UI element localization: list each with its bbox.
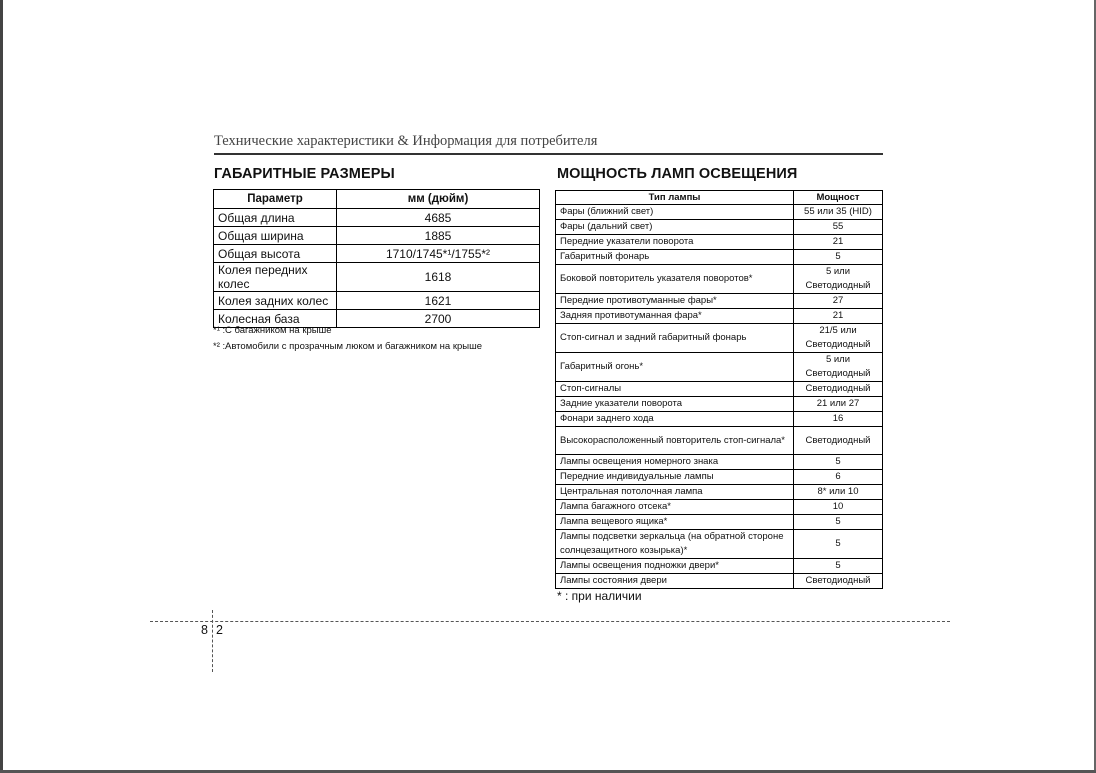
lamp-power: 21 или 27	[794, 397, 883, 412]
table-row	[556, 427, 883, 455]
lamp-type: Лампа багажного отсека*	[556, 500, 794, 515]
lamp-power: 5 или Светодиодный	[794, 353, 883, 382]
table-row	[556, 559, 883, 574]
footnote-mark: *¹ :	[213, 325, 226, 336]
lamp-type: Лампы состояния двери	[556, 574, 794, 589]
lamp-type: Стоп-сигнал и задний габаритный фонарь	[556, 324, 794, 353]
lamp-power: 5	[794, 559, 883, 574]
lamp-power: 5 или Светодиодный	[794, 265, 883, 294]
lamp-power: 8* или 10	[794, 485, 883, 500]
table-row	[214, 245, 540, 263]
row-value: 2700	[337, 310, 540, 328]
table-row	[556, 397, 883, 412]
lamp-type: Боковой повторитель указателя поворотов*	[556, 265, 794, 294]
running-header: Технические характеристики & Информация для потребителя	[214, 133, 598, 149]
lamp-type: Фары (ближний свет)	[556, 205, 794, 220]
footnote-1	[213, 324, 493, 338]
table-row	[556, 265, 883, 294]
footer-rule	[150, 621, 950, 622]
lamp-power: 21	[794, 309, 883, 324]
lamp-power: 27	[794, 294, 883, 309]
lamp-power: 6	[794, 470, 883, 485]
column-header-lamp-type: Тип лампы	[556, 191, 794, 205]
table-row	[556, 485, 883, 500]
lamp-type: Стоп-сигналы	[556, 382, 794, 397]
table-row	[556, 500, 883, 515]
lamp-power: 16	[794, 412, 883, 427]
column-header-parameter: Параметр	[214, 190, 337, 209]
lamp-type: Габаритный огонь*	[556, 353, 794, 382]
table-row	[556, 353, 883, 382]
lamp-type: Задняя противотуманная фара*	[556, 309, 794, 324]
footnote-text: С багажником на крыше	[225, 325, 332, 336]
table-row	[556, 412, 883, 427]
lamp-power: 21/5 или Светодиодный	[794, 324, 883, 353]
lamp-type: Высокорасположенный повторитель стоп-сигнала*	[556, 427, 794, 455]
table-row	[556, 220, 883, 235]
table-row	[556, 530, 883, 559]
table-row	[556, 382, 883, 397]
availability-note: * : при наличии	[557, 589, 642, 603]
page-frame-left	[0, 0, 3, 773]
table-row	[556, 309, 883, 324]
lamp-type: Передние индивидуальные лампы	[556, 470, 794, 485]
table-row	[556, 515, 883, 530]
lamp-power: 5	[794, 530, 883, 559]
table-row	[556, 235, 883, 250]
table-row	[556, 574, 883, 589]
lamp-type: Фонари заднего хода	[556, 412, 794, 427]
row-value: 1710/1745*¹/1755*²	[337, 245, 540, 263]
lamp-type: Лампы подсветки зеркальца (на обратной стороне солнцезащитного козырька)*	[556, 530, 794, 559]
row-value: 1618	[337, 263, 540, 292]
lamp-type: Задние указатели поворота	[556, 397, 794, 412]
row-value: 1621	[337, 292, 540, 310]
table-row	[556, 470, 883, 485]
lamp-type: Фары (дальний свет)	[556, 220, 794, 235]
lamp-type: Лампа вещевого ящика*	[556, 515, 794, 530]
lamp-power: 5	[794, 250, 883, 265]
lamp-type: Передние противотуманные фары*	[556, 294, 794, 309]
lamp-power: 21	[794, 235, 883, 250]
footer-divider	[212, 610, 213, 672]
row-label: Колея задних колес	[214, 292, 337, 310]
table-header-row	[556, 191, 883, 205]
row-label: Колесная база	[214, 310, 337, 328]
row-value: 1885	[337, 227, 540, 245]
lamp-power: 55 или 35 (HID)	[794, 205, 883, 220]
row-label: Общая ширина	[214, 227, 337, 245]
lamp-power: 5	[794, 515, 883, 530]
lamp-power: 10	[794, 500, 883, 515]
table-row	[556, 250, 883, 265]
dimensions-title: ГАБАРИТНЫЕ РАЗМЕРЫ	[214, 166, 395, 182]
table-row	[556, 205, 883, 220]
table-row	[556, 294, 883, 309]
row-label: Колея передних колес	[214, 263, 337, 292]
lamp-power: Светодиодный	[794, 382, 883, 397]
dimensions-table	[213, 189, 540, 328]
table-row	[214, 209, 540, 227]
lamp-type: Лампы освещения подножки двери*	[556, 559, 794, 574]
footnote-mark: *² :	[213, 341, 226, 352]
lamp-type: Передние указатели поворота	[556, 235, 794, 250]
column-header-mm: мм (дюйм)	[337, 190, 540, 209]
footnote-2	[213, 340, 493, 368]
lamp-type: Лампы освещения номерного знака	[556, 455, 794, 470]
table-row	[214, 263, 540, 292]
table-row	[214, 292, 540, 310]
lamps-table	[555, 190, 883, 589]
lamp-power: 5	[794, 455, 883, 470]
column-header-power: Мощност	[794, 191, 883, 205]
lamp-type: Центральная потолочная лампа	[556, 485, 794, 500]
lamp-power: Светодиодный	[794, 574, 883, 589]
row-value: 4685	[337, 209, 540, 227]
footnote-text: Автомобили с прозрачным люком и багажником на крыше	[225, 341, 483, 352]
lamp-power: 55	[794, 220, 883, 235]
row-label: Общая высота	[214, 245, 337, 263]
table-row	[556, 324, 883, 353]
row-label: Общая длина	[214, 209, 337, 227]
lamp-power: Светодиодный	[794, 427, 883, 455]
page-number: 2	[216, 623, 223, 637]
table-row	[214, 227, 540, 245]
header-rule	[214, 153, 883, 155]
table-header-row	[214, 190, 540, 209]
page-section-number: 8	[201, 623, 208, 637]
lamps-title: МОЩНОСТЬ ЛАМП ОСВЕЩЕНИЯ	[557, 166, 798, 182]
table-row	[556, 455, 883, 470]
lamp-type: Габаритный фонарь	[556, 250, 794, 265]
